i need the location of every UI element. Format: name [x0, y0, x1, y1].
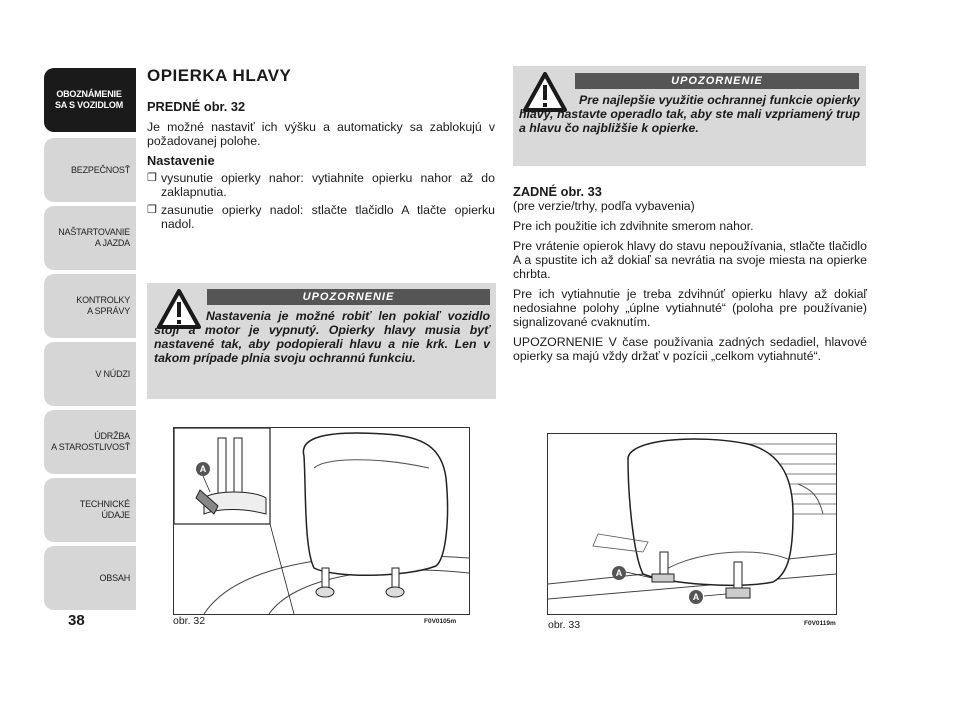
- list-item: [147, 171, 495, 199]
- front-headrest-illustration: [174, 428, 469, 614]
- setting-heading: Nastavenie: [147, 153, 215, 168]
- tab-udrzba[interactable]: ÚDRŽBA A STAROSTLIVOSŤ: [44, 410, 136, 474]
- marker-a-label: A: [689, 590, 703, 604]
- paragraph: Pre ich vytiahnutie je treba zdvihnúť opierku hlavy až dokiaľ nedosiahne polohy „úplne vytiahnuté“ (poloha pre používanie) signalizované cvaknutím.: [513, 287, 867, 329]
- checkbox-bullet-icon: ❐: [147, 172, 157, 184]
- tab-kontrolky[interactable]: KONTROLKY A SPRÁVY: [44, 274, 136, 338]
- tab-v-nudzi[interactable]: V NÚDZI: [44, 342, 136, 406]
- marker-a-label: A: [612, 566, 626, 580]
- list-item: [147, 203, 495, 231]
- rear-subtitle: ZADNÉ obr. 33: [513, 184, 602, 199]
- list-item-text: vysunutie opierky nahor: vytiahnite opierku nahor až do zaklapnutia.: [161, 171, 495, 199]
- rear-headrest-illustration: [548, 434, 836, 614]
- figure-front-headrest: [173, 427, 470, 615]
- checkbox-bullet-icon: ❐: [147, 204, 157, 216]
- figure-caption: obr. 32: [173, 615, 206, 627]
- warning-text: Nastavenia je možné robiť len pokiaľ vozidlo stojí a motor je vypnutý. Opierky hlavy musia byť nastavené tak, aby podopierali hlavu a nie krk. Len v takom prípade plnia svoju ochrannú funkciu.: [154, 309, 490, 365]
- figure-code: F0V0119m: [804, 620, 836, 627]
- warning-label: UPOZORNENIE: [575, 73, 859, 89]
- warning-box-left: [147, 283, 496, 399]
- figure-caption: obr. 33: [548, 619, 581, 631]
- paragraph: Pre ich použitie ich zdvihnite smerom nahor.: [513, 219, 754, 233]
- intro-text: Je možné nastaviť ich výšku a automaticky sa zablokujú v požadovanej polohe.: [147, 120, 495, 148]
- warning-box-right: [513, 66, 866, 166]
- rear-subtitle-note: (pre verzie/trhy, podľa vybavenia): [513, 199, 695, 213]
- paragraph: UPOZORNENIE V čase používania zadných sedadiel, hlavové opierky sa majú vždy držať v pozícii „celkom vytiahnuté“.: [513, 335, 867, 363]
- tab-obsah[interactable]: OBSAH: [44, 546, 136, 610]
- tab-nastartovanie[interactable]: NAŠTARTOVANIE A JAZDA: [44, 206, 136, 270]
- paragraph: Pre vrátenie opierok hlavy do stavu nepoužívania, stlačte tlačidlo A a spustite ich až dokiaľ sa nevrátia na svoje miesta na opierke chrbta.: [513, 239, 867, 281]
- page-number: 38: [68, 612, 85, 629]
- warning-label: UPOZORNENIE: [207, 289, 490, 305]
- figure-rear-headrest: [547, 433, 837, 615]
- front-subtitle: PREDNÉ obr. 32: [147, 99, 246, 114]
- tab-oboznamenie[interactable]: OBOZNÁMENIE SA S VOZIDLOM: [44, 68, 136, 132]
- figure-code: F0V0105m: [424, 618, 457, 625]
- tab-bezpecnost[interactable]: BEZPEČNOSŤ: [44, 138, 136, 202]
- section-title: OPIERKA HLAVY: [147, 66, 292, 85]
- warning-text: Pre najlepšie využitie ochrannej funkcie opierky hlavy, nastavte operadlo tak, aby ste mali vzpriamený trup a hlavu čo najbližšie k opierke.: [519, 93, 860, 135]
- right-column: [513, 185, 867, 369]
- tab-technicke[interactable]: TECHNICKÉ ÚDAJE: [44, 478, 136, 542]
- left-column: [147, 100, 495, 235]
- marker-a-label: A: [196, 462, 210, 476]
- list-item-text: zasunutie opierky nadol: stlačte tlačidlo A tlačte opierku nadol.: [161, 203, 495, 231]
